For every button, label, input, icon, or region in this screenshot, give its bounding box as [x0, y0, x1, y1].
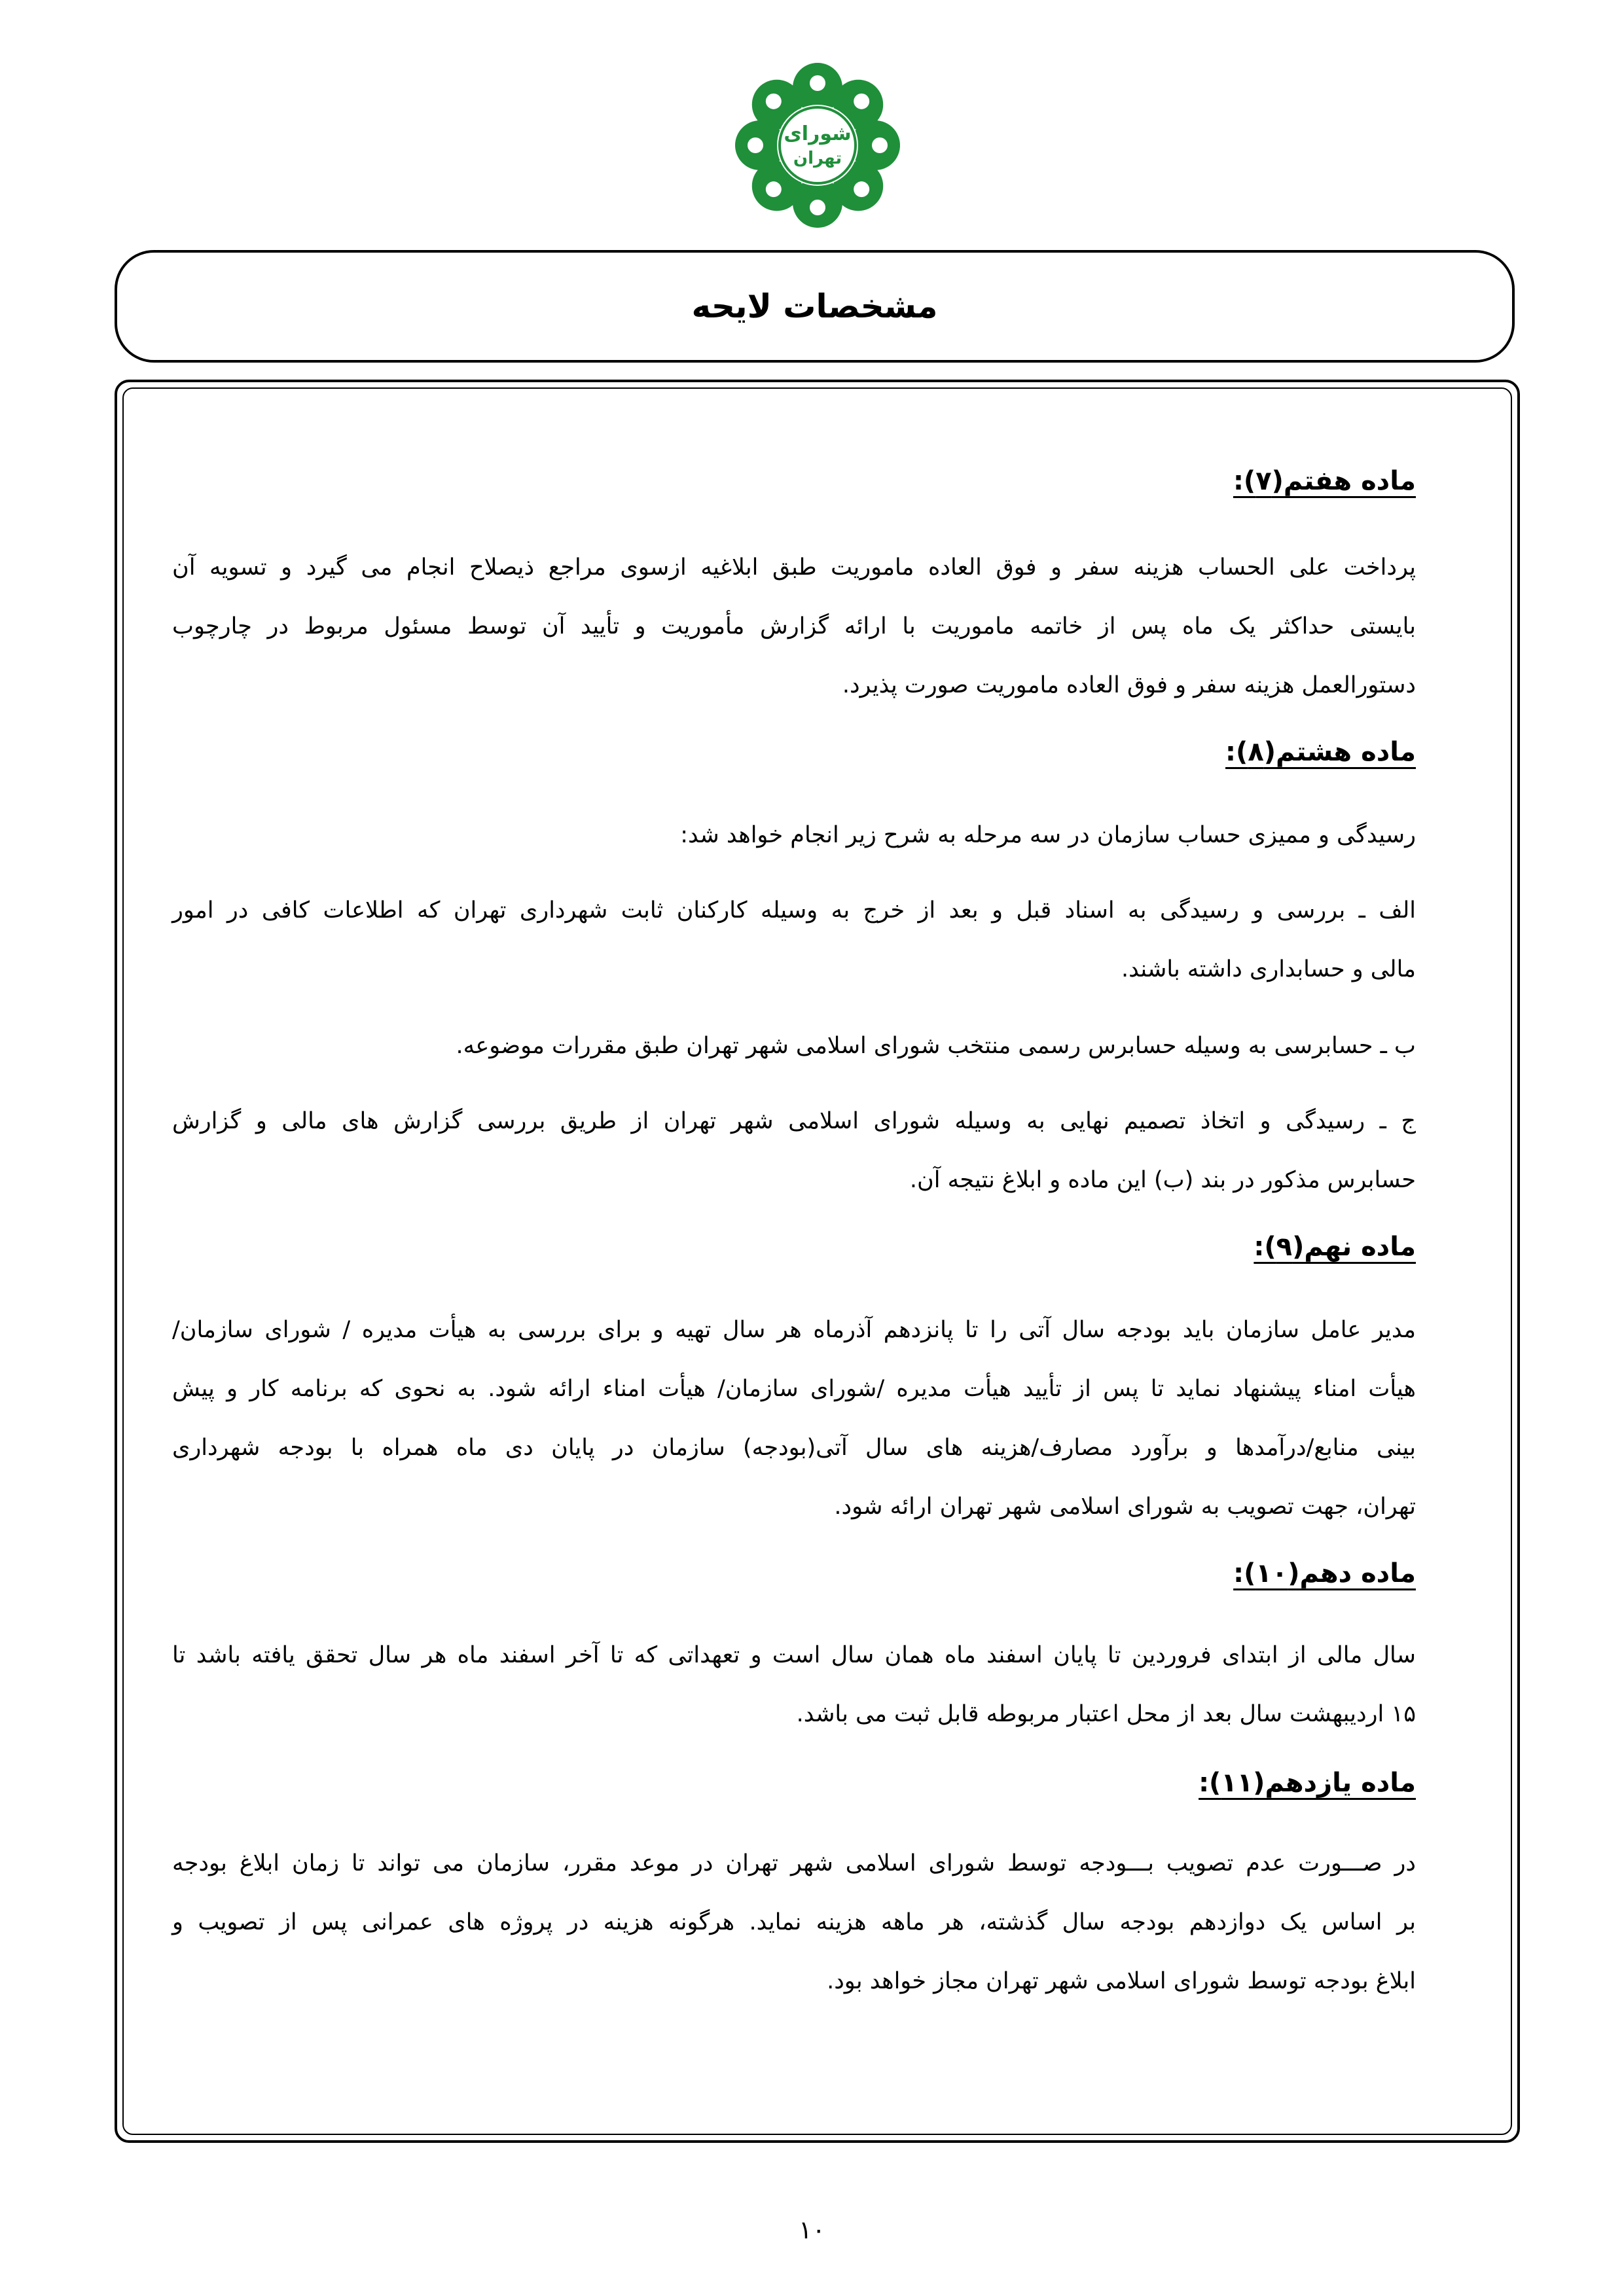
- article-paragraph: [172, 1626, 1416, 1744]
- paragraph-line: سال مالی از ابتدای فروردین تا پایان اسفند ماه همان سال است و تعهداتی که تا آخر اسفند ماه هر سال تحقق یافته باشد تا: [172, 1642, 1416, 1668]
- paragraph-line: ج ـ رسیدگی و اتخاذ تصمیم نهایی به وسیله شورای اسلامی شهر تهران از طریق بررسی گزارش های مالی و گزارش: [172, 1108, 1416, 1134]
- article-paragraph: [172, 538, 1416, 715]
- article-paragraph: [172, 881, 1416, 999]
- paragraph-line: الف ـ بررسی و رسیدگی به اسناد قبل و بعد از خرج به وسیله کارکنان ثابت شهرداری تهران که اطلاعات کافی در امور: [172, 897, 1416, 924]
- article-heading: ماده هفتم(۷):: [1233, 466, 1416, 496]
- article-paragraph: [172, 1016, 1416, 1075]
- article-heading: ماده دهم(۱۰):: [1233, 1558, 1416, 1588]
- article-paragraph: [172, 1300, 1416, 1536]
- article-paragraph: [172, 1834, 1416, 2011]
- page-number: ۱۰: [799, 2215, 825, 2244]
- paragraph-line: بینی منابع/درآمدها و برآورد مصارف/هزینه های سال آتی(بودجه) سازمان در پایان دی ماه همراه با بودجه شهرداری: [172, 1435, 1416, 1461]
- paragraph-line: هیأت امناء پیشنهاد نماید تا پس از تأیید هیأت مدیره /شورای سازمان/ هیأت امناء ارائه شود. به نحوی که برنامه کار و پیش: [172, 1376, 1416, 1402]
- svg-text:شورای: شورای: [784, 122, 852, 145]
- article-paragraph: [172, 806, 1416, 865]
- paragraph-line: بایستی حداکثر یک ماه پس از خاتمه ماموریت با ارائه گزارش مأموریت و تأیید آن توسط مسئول مربوط در چارچوب: [172, 613, 1416, 639]
- paragraph-line: ب ـ حسابرسی به وسیله حسابرس رسمی منتخب شورای اسلامی شهر تهران طبق مقررات موضوعه.: [456, 1033, 1416, 1059]
- paragraph-line: بر اساس یک دوازدهم بودجه سال گذشته، هر ماهه هزینه نماید. هرگونه هزینه در پروژه های عمرانی پس از تصویب و: [172, 1909, 1416, 1935]
- paragraph-line: تهران، جهت تصویب به شورای اسلامی شهر تهران ارائه شود.: [834, 1494, 1416, 1520]
- paragraph-line: ۱۵ اردیبهشت سال بعد از محل اعتبار مربوطه قابل ثبت می باشد.: [796, 1701, 1416, 1727]
- article-paragraph: [172, 1092, 1416, 1210]
- paragraph-line: در صـــورت عدم تصویب بـــودجه توسط شورای اسلامی شهر تهران در موعد مقرر، سازمان می تواند تا زمان ابلاغ بودجه: [172, 1850, 1416, 1876]
- paragraph-line: حسابرس مذکور در بند (ب) این ماده و ابلاغ نتیجه آن.: [909, 1167, 1416, 1193]
- article-heading: ماده نهم(۹):: [1254, 1232, 1416, 1262]
- paragraph-line: مالی و حسابداری داشته باشند.: [1121, 956, 1416, 982]
- article-heading: ماده یازدهم(۱۱):: [1199, 1768, 1416, 1798]
- paragraph-line: مدیر عامل سازمان باید بودجه سال آتی را تا پانزدهم آذرماه هر سال تهیه و برای بررسی به هیأت مدیره / شورای سازمان/: [172, 1317, 1416, 1343]
- page-title: مشخصات لایحه: [691, 287, 938, 325]
- paragraph-line: دستورالعمل هزینه سفر و فوق العاده ماموریت صورت پذیرد.: [842, 672, 1416, 698]
- paragraph-line: رسیدگی و ممیزی حساب سازمان در سه مرحله به شرح زیر انجام خواهد شد:: [680, 822, 1416, 848]
- tehran-city-council-logo: [732, 60, 903, 230]
- article-heading: ماده هشتم(۸):: [1225, 737, 1416, 767]
- paragraph-line: پرداخت علی الحساب هزینه سفر و فوق العاده ماموریت طبق ابلاغیه ازسوی مراجع ذیصلاح انجام می گیرد و تسویه آن: [172, 554, 1416, 581]
- paragraph-line: ابلاغ بودجه توسط شورای اسلامی شهر تهران مجاز خواهد بود.: [827, 1968, 1416, 1994]
- title-banner: [115, 250, 1515, 363]
- svg-text:تهران: تهران: [793, 149, 842, 168]
